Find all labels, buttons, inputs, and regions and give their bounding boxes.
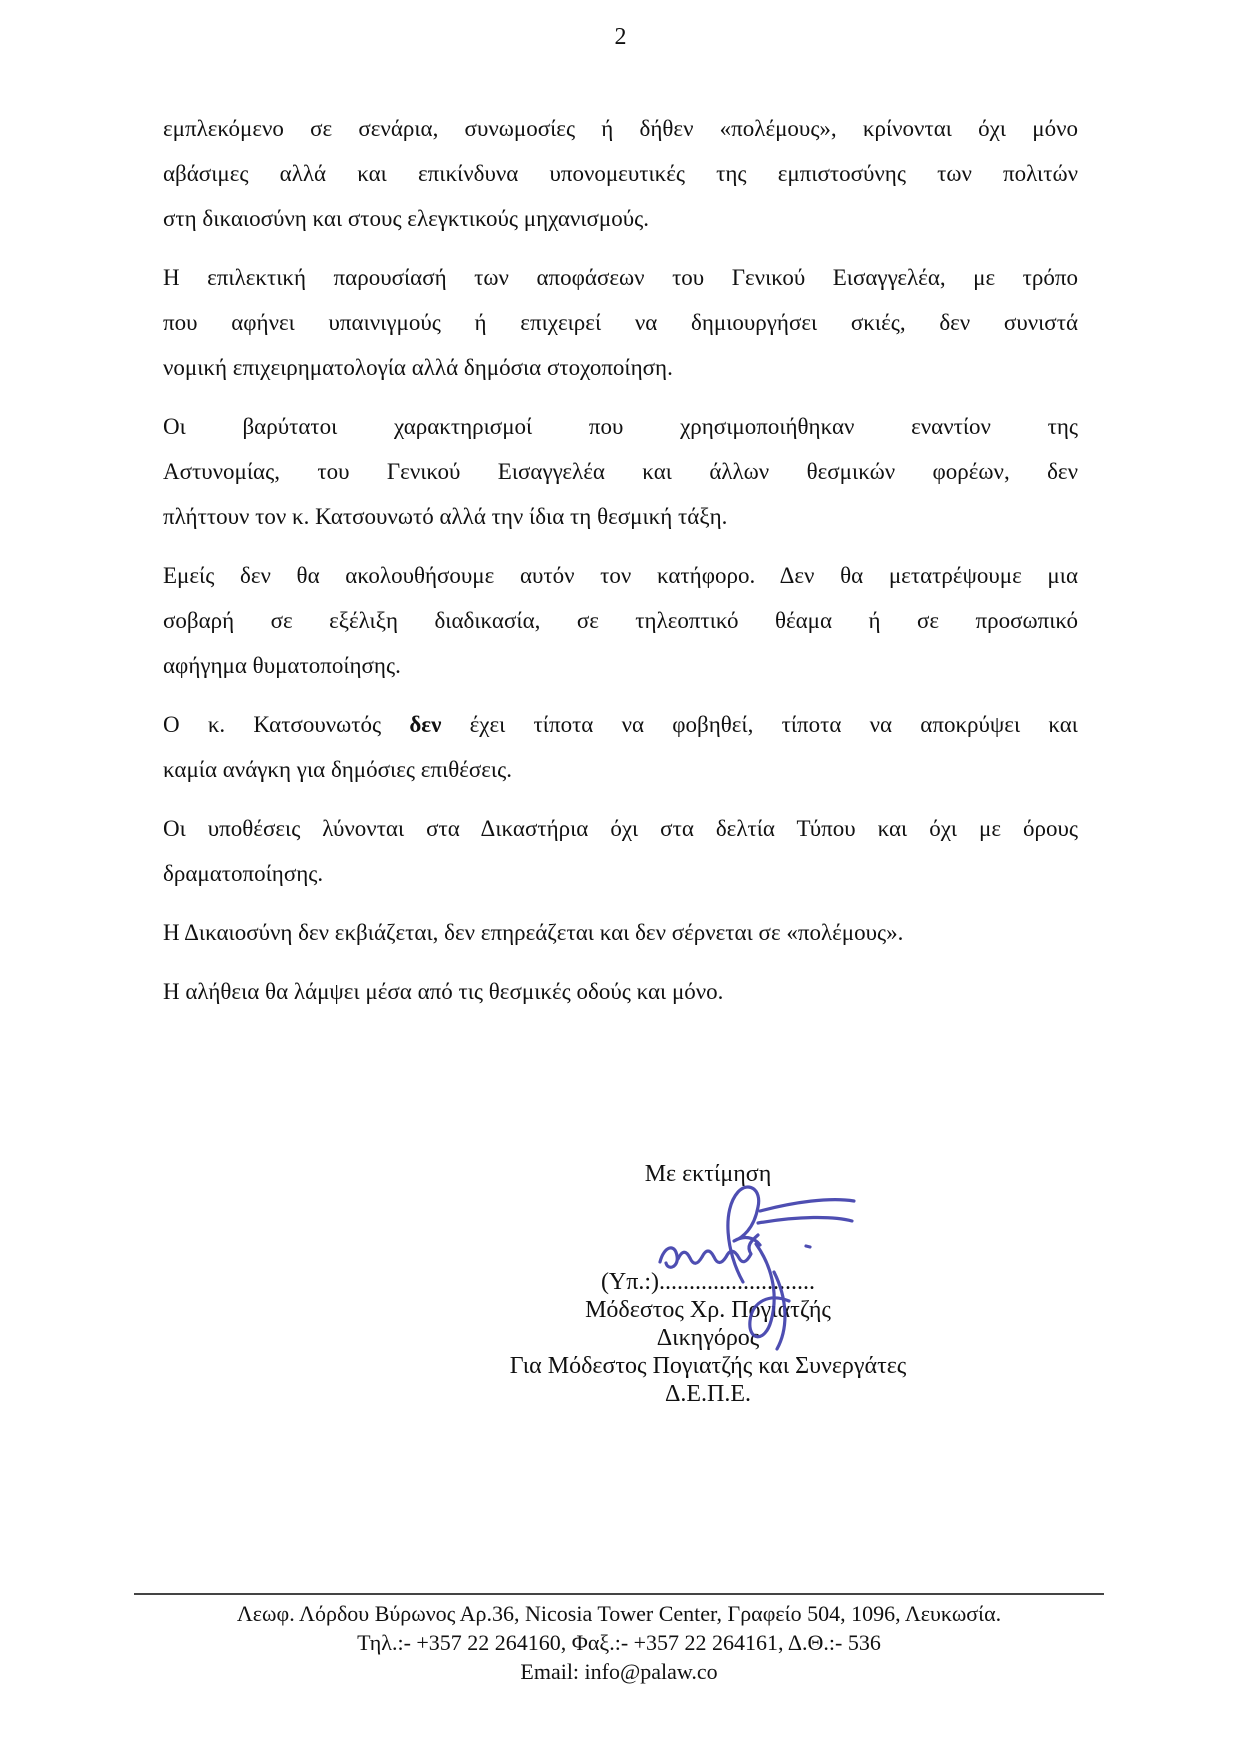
text-run: Οι υποθέσεις λύνονται στα Δικαστήρια όχι στα δελτία Τύπου και όχι με όρους [163,816,1078,841]
text-line [163,255,1078,300]
paragraph [163,404,1078,539]
signatory-role: Δικηγόρος [656,1325,760,1351]
signatory-name: Μόδεστος Χρ. Πογιατζής [585,1297,831,1323]
footer [134,1599,1104,1686]
paragraph [163,106,1078,241]
text-line [163,106,1078,151]
text-line [163,553,1078,598]
text-line [163,643,1078,688]
text-run: Η Δικαιοσύνη δεν εκβιάζεται, δεν επηρεάζεται και δεν σέρνεται σε «πολέμους». [163,920,904,945]
text-run: εμπλεκόμενο σε σενάρια, συνωμοσίες ή δήθεν «πολέμους», κρίνονται όχι μόνο [163,116,1078,141]
signature-block [418,1160,998,1408]
bold-text: δεν [409,712,442,737]
firm-legal-form: Δ.Ε.Π.Ε. [664,1381,752,1407]
text-run: Η επιλεκτική παρουσίασή των αποφάσεων του Γενικού Εισαγγελέα, με τρόπο [163,265,1078,290]
text-run: Οι βαρύτατοι χαρακτηρισμοί που χρησιμοποιήθηκαν εναντίον της [163,414,1078,439]
text-run: Εμείς δεν θα ακολουθήσουμε αυτόν τον κατήφορο. Δεν θα μετατρέψουμε μια [163,563,1078,588]
text-line [163,404,1078,449]
text-line [163,151,1078,196]
paragraph [163,969,1078,1014]
paragraph [163,702,1078,792]
letter-body [163,106,1078,1014]
text-line [163,494,1078,539]
signature-dotted-line: (Υπ.:).......................... [600,1269,816,1295]
text-run: που αφήνει υπαινιγμούς ή επιχειρεί να δημιουργήσει σκιές, δεν συνιστά [163,310,1078,335]
paragraph [163,910,1078,955]
text-run: δραματοποίησης. [163,861,324,886]
text-line [163,449,1078,494]
closing-salutation: Με εκτίμηση [644,1161,772,1187]
footer-address: Λεωφ. Λόρδου Βύρωνος Αρ.36, Nicosia Tower Center, Γραφείο 504, 1096, Λευκωσία. [236,1601,1002,1626]
text-run: στη δικαιοσύνη και στους ελεγκτικούς μηχανισμούς. [163,206,649,231]
footer-email: Email: info@palaw.co [520,1659,718,1684]
text-run: Η αλήθεια θα λάμψει μέσα από τις θεσμικές οδούς και μόνο. [163,979,724,1004]
paragraph [163,553,1078,688]
text-line [163,345,1078,390]
firm-name: Για Μόδεστος Πογιατζής και Συνεργάτες [509,1353,907,1379]
text-line [163,196,1078,241]
page-number: 2 [614,24,627,50]
text-line [163,300,1078,345]
text-run: αβάσιμες αλλά και επικίνδυνα υπονομευτικές της εμπιστοσύνης των πολιτών [163,161,1078,186]
footer-contacts: Τηλ.:- +357 22 264160, Φαξ.:- +357 22 264161, Δ.Θ.:- 536 [357,1630,881,1655]
text-line [163,598,1078,643]
text-run: καμία ανάγκη για δημόσιες επιθέσεις. [163,757,512,782]
text-line [163,969,1078,1014]
text-line [163,851,1078,896]
text-line [163,747,1078,792]
text-run: έχει τίποτα να φοβηθεί, τίποτα να αποκρύψει και [441,712,1078,737]
paragraph [163,255,1078,390]
text-line [163,702,1078,747]
text-line [163,910,1078,955]
text-run: νομική επιχειρηματολογία αλλά δημόσια στοχοποίηση. [163,355,673,380]
text-run: πλήττουν τον κ. Κατσουνωτό αλλά την ίδια τη θεσμική τάξη. [163,504,728,529]
paragraph [163,806,1078,896]
text-run: αφήγημα θυματοποίησης. [163,653,401,678]
text-run: Ο κ. Κατσουνωτός [163,712,410,737]
text-line [163,806,1078,851]
signature-gap [418,1188,998,1268]
text-run: Αστυνομίας, του Γενικού Εισαγγελέα και άλλων θεσμικών φορέων, δεν [163,459,1078,484]
text-run: σοβαρή σε εξέλιξη διαδικασία, σε τηλεοπτικό θέαμα ή σε προσωπικό [163,608,1078,633]
footer-rule [134,1593,1104,1595]
